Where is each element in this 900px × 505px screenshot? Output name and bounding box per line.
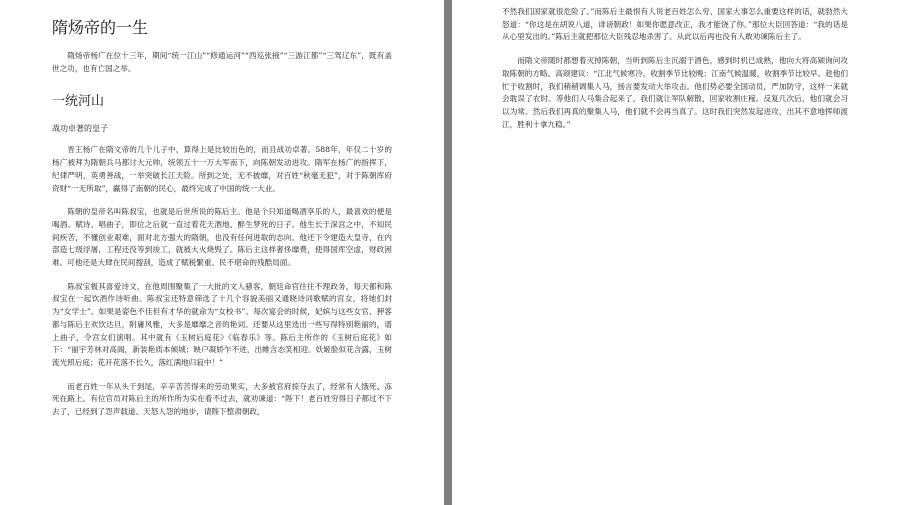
section-title: 一统河山 [52,94,105,110]
body-paragraph: 陈朝的皇帝名叫陈叔宝，也就是后世所说的陈后主。他是个只知道喝酒享乐的人，最喜欢的便是喝酒、赋诗、唱曲子，即位之后就一直过着花天酒地、醉生梦死的日子。他生长于深宫之中，不知民间疾苦，不懂创业艰难，面对北方强大的隋朝，也没有任何进取的志向。他还下令建造大皇寺，在内部造七级浮屠，工程还没等到竣工，就被大火烧毁了。陈后主这样奢侈靡费，使得国库空虚，财政困难。可他还是大肆在民间搜刮，造成了赋税繁重、民不堪命的残酷局面。 [52,207,392,268]
body-paragraph: 不然我们国家就很危险了。”而陈后主最恨有人说老百姓怎么穷、国家大事怎么重要这样的话，就勃然大怒道：“你这是在胡说八道，诽谤朝政！如果你愿意改正，我才能饶了你。”那位大臣回答道：“我的话是从心里发出的。”陈后主就把那位大臣残忍地杀害了。从此以后再也没有人敢劝谏陈后主了。 [502,7,848,42]
subsection-title: 战功卓著的皇子 [52,124,108,134]
body-paragraph: 晋王杨广在隋文帝的几个儿子中，算得上是比较出色的，而且战功卓著。588年，年仅二十岁的杨广被拜为隋朝兵马都讨大元帅，统领五十一万大军南下，向陈朝发动进攻。隋军在杨广的指挥下，纪律严明，英勇善战，一举突破长江天险。所到之处，无不披靡，对百姓“秋毫无犯”，对于陈朝库府资财“一无所取”，赢得了南朝的民心，最终完成了中国的统一大业。 [52,145,392,193]
document-page-right [452,0,900,505]
body-paragraph: 而隋文帝随时都想着灭掉陈朝，当听到陈后主沉溺于酒色，感到时机已成熟，他向大将高颎询问攻取陈朝的方略。高颎建议：“江北气候寒冷，收割季节比较晚；江南气候温暖，收割季节比较早。趁他们忙于收割时，我们稍稍调集人马，扬言要发动大举攻击。他们势必要全国动员，严加防守，这样一来就会耽误了农时。等他们人马集合起来了，我们就让军队解散，回家收割庄稼。反复几次后，他们就会习以为常。然后我们再真的聚集人马，他们就不会再当真了。这时我们突然发起进攻，出其不意地挥师渡江，胜利十拿九稳。” [502,56,848,129]
document-page-left [0,0,444,505]
document-title: 隋炀帝的一生 [52,18,149,37]
body-paragraph: 陈叔宝极其喜爱诗文，在他周围聚集了一大批的文人骚客，朝廷命官往往不理政务，每天都和陈叔宝在一起饮酒作诗听曲。陈叔宝还特意筛选了十几个容貌美丽又通晓诗词歌赋的宫女，将她们封为“女学士”。如果是姿色不佳但有才华的就命为“女校书”。每次宴会的时候，妃嫔与这些女官、狎客都与陈后主欢饮达旦，附庸风雅，大多是靡靡之音的艳词。还要从这里选出一些写得特别艳丽的，谱上曲子，令宫女们演唱。其中就有《玉树后庭花》《临春乐》等。陈后主所作的《玉树后庭花》如下：“丽宇芳林对高阁，新装艳质本倾城；映户凝娇乍不进，出帷含态笑相迎。妖姬脸似花含露，玉树流光照后庭；花开花落不长久，落红满地归寂中！” [52,281,392,367]
body-paragraph: 而老百姓一年从头干到尾，辛辛苦苦得来的劳动果实，大多被官府掠夺去了，经常有人饿死、冻死在路上。有位官员对陈后主的所作所为实在看不过去，就劝谏道：“陛下！老百姓穷得日子都过不下去了，已经到了怨声载道、天怒人怨的地步，请陛下整肃朝政， [52,381,392,417]
intro-paragraph: 隋炀帝杨广在位十三年，期间“统一江山”“修通运河”“西巡张掖”“三游江都”“三驾辽东”，既有盖世之功，也有亡国之举。 [52,51,392,73]
